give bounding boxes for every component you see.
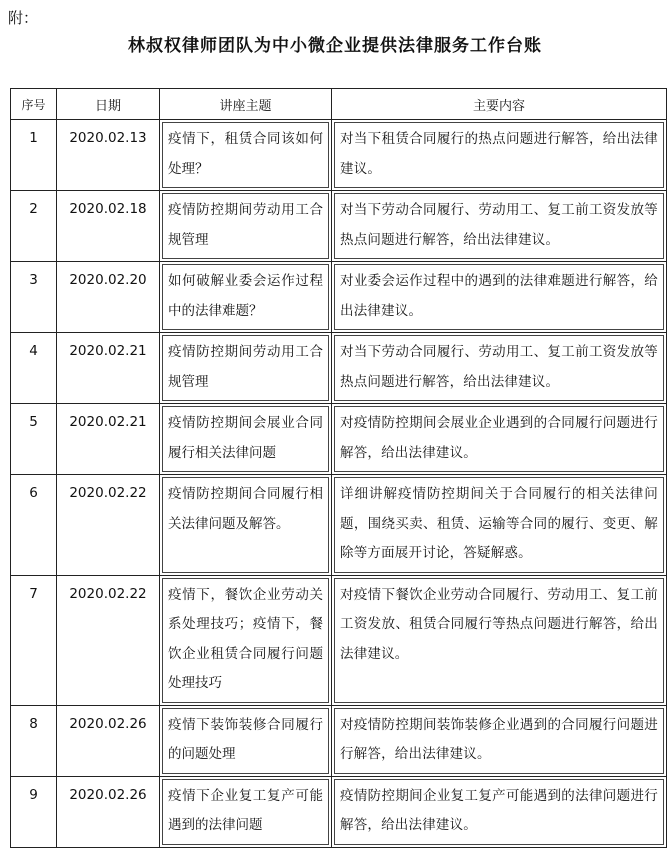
row-seq: 8 — [29, 715, 38, 732]
row-date: 2020.02.21 — [69, 343, 147, 359]
row-seq: 2 — [29, 201, 38, 217]
table-row — [11, 120, 667, 191]
row-topic: 疫情下，餐饮企业劳动关系处理技巧；疫情下，餐饮企业租赁合同履行问题处理技巧 — [162, 578, 329, 703]
row-topic: 如何破解业委会运作过程中的法律难题？ — [162, 264, 329, 330]
row-content: 对疫情防控期间会展业企业遇到的合同履行问题进行解答，给出法律建议。 — [334, 406, 664, 472]
row-topic: 疫情防控期间合同履行相关法律问题及解答。 — [162, 477, 329, 573]
row-seq: 6 — [29, 485, 38, 501]
row-content: 详细讲解疫情防控期间关于合同履行的相关法律问题，围绕买卖、租赁、运输等合同的履行、变更、解除等方面展开讨论，答疑解惑。 — [334, 477, 664, 573]
table-row — [11, 575, 667, 705]
row-content: 疫情防控期间企业复工复产可能遇到的法律问题进行解答，给出法律建议。 — [334, 779, 664, 845]
table-row — [11, 776, 667, 847]
row-topic: 疫情下，租赁合同该如何处理？ — [162, 122, 329, 188]
row-seq: 3 — [29, 272, 38, 288]
row-seq: 9 — [29, 786, 38, 803]
row-seq: 4 — [29, 343, 38, 359]
row-content: 对当下劳动合同履行、劳动用工、复工前工资发放等热点问题进行解答，给出法律建议。 — [334, 193, 664, 259]
header-date: 日期 — [57, 89, 160, 120]
table-row — [11, 191, 667, 262]
row-date: 2020.02.26 — [69, 786, 147, 803]
row-topic: 疫情下装饰装修合同履行的问题处理 — [162, 708, 329, 774]
row-topic: 疫情防控期间劳动用工合规管理 — [162, 193, 329, 259]
header-seq: 序号 — [11, 89, 57, 120]
appendix-label: 附： — [8, 9, 39, 27]
document-title: 林叔权律师团队为中小微企业提供法律服务工作台账 — [128, 36, 542, 56]
row-topic: 疫情防控期间劳动用工合规管理 — [162, 335, 329, 401]
row-content: 对当下租赁合同履行的热点问题进行解答，给出法律建议。 — [334, 122, 664, 188]
row-content: 对业委会运作过程中的遇到的法律难题进行解答，给出法律建议。 — [334, 264, 664, 330]
row-date: 2020.02.22 — [69, 485, 147, 501]
header-content: 主要内容 — [332, 89, 667, 120]
table-row — [11, 705, 667, 776]
table-header-row — [11, 89, 667, 120]
table-row — [11, 262, 667, 333]
row-seq: 1 — [29, 130, 38, 146]
row-topic: 疫情下企业复工复产可能遇到的法律问题 — [162, 779, 329, 845]
row-date: 2020.02.13 — [69, 130, 147, 146]
row-date: 2020.02.22 — [69, 585, 147, 602]
row-date: 2020.02.26 — [69, 715, 147, 732]
table-row — [11, 333, 667, 404]
row-topic: 疫情防控期间会展业合同履行相关法律问题 — [162, 406, 329, 472]
row-content: 对疫情防控期间装饰装修企业遇到的合同履行问题进行解答，给出法律建议。 — [334, 708, 664, 774]
row-date: 2020.02.18 — [69, 201, 147, 217]
row-content: 对当下劳动合同履行、劳动用工、复工前工资发放等热点问题进行解答，给出法律建议。 — [334, 335, 664, 401]
row-seq: 5 — [29, 414, 38, 430]
row-content: 对疫情下餐饮企业劳动合同履行、劳动用工、复工前工资发放、租赁合同履行等热点问题进行解答，给出法律建议。 — [334, 578, 664, 703]
row-date: 2020.02.21 — [69, 414, 147, 430]
row-seq: 7 — [29, 585, 38, 602]
table-row — [11, 475, 667, 576]
table-row — [11, 404, 667, 475]
header-topic: 讲座主题 — [160, 89, 332, 120]
service-ledger-table — [10, 88, 667, 848]
row-date: 2020.02.20 — [69, 272, 147, 288]
